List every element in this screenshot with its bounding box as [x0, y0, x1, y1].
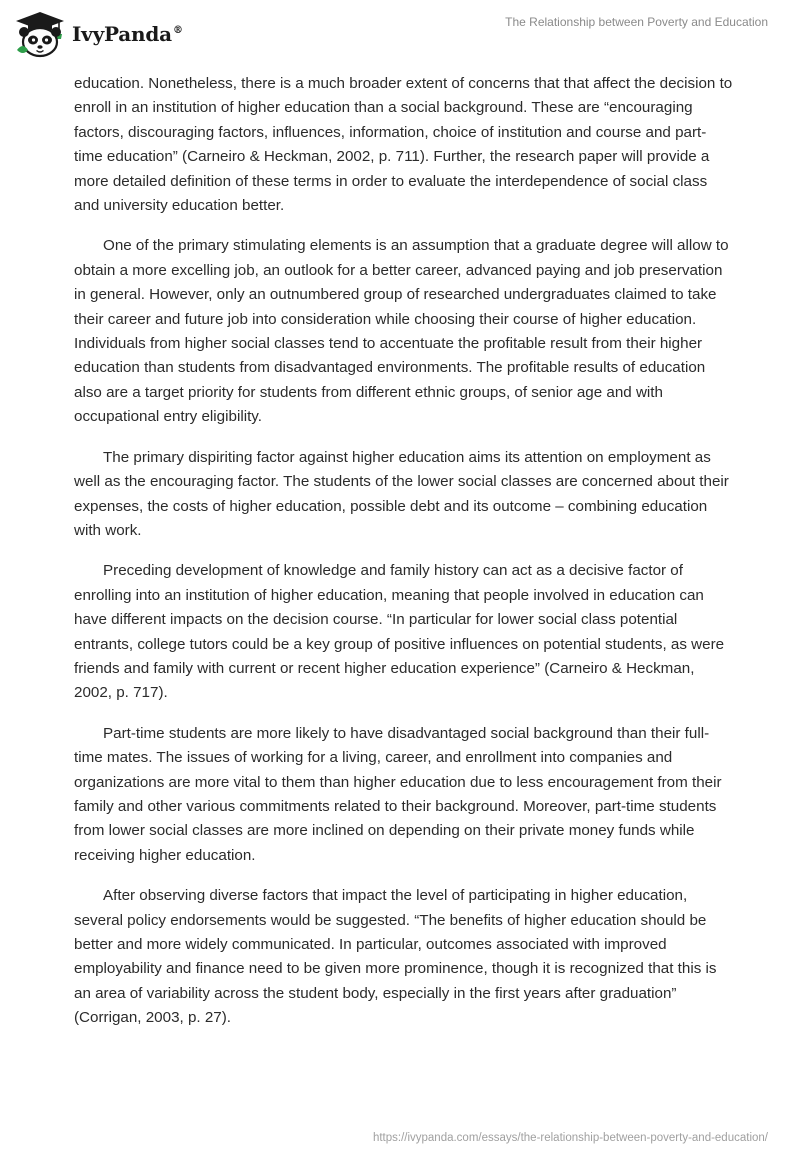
brand-logo[interactable] [14, 10, 183, 58]
essay-body [74, 72, 734, 1047]
paragraph: The primary dispiriting factor against higher education aims its attention on employment as well as the encouraging factor. The students of the lower social classes are concerned about their expenses, the costs of higher education, possible debt and its outcome – combining education with work. [74, 448, 729, 539]
paragraph: One of the primary stimulating elements is an assumption that a graduate degree will allow to obtain a more excelling job, an outlook for a better career, advanced paying and job preservation in general. However, only an outnumbered group of researched undergraduates claimed to take their career and future job into consideration while choosing their course of higher education. Individuals from higher social classes tend to accentuate the profitable result from their higher education than students from disadvantaged environments. The profitable results of education also are a target priority for students from different ethnic groups, of senior age and with occupational entry eligibility. [74, 237, 729, 426]
brand-name: IvyPanda® [72, 22, 183, 46]
source-url-link[interactable]: https://ivypanda.com/essays/the-relationship-between-poverty-and-education/ [372, 1132, 768, 1144]
panda-logo-icon [14, 10, 66, 58]
paragraph: education. Nonetheless, there is a much broader extent of concerns that that affect the decision to enroll in an institution of higher education than a social background. These are “encouraging factors, discouraging factors, influences, information, choice of institution and course and part-time education” (Carneiro & Heckman, 2002, p. 711). Further, the research paper will provide a more detailed definition of these terms in order to evaluate the interdependence of social class and university education better. [74, 75, 733, 215]
page-header [0, 0, 800, 70]
document-title: The Relationship between Poverty and Education [505, 15, 768, 29]
paragraph: Part-time students are more likely to have disadvantaged social background than their full-time mates. The issues of working for a living, career, and enrollment into companies and organizations are more vital to them than higher education due to less encouragement from their family and other various commitments related to their background. Moreover, part-time students from lower social classes are more inclined on depending on their private money funds while receiving higher education. [74, 724, 722, 864]
paragraph: After observing diverse factors that impact the level of participating in higher education, several policy endorsements would be suggested. “The benefits of higher education should be better and more widely communicated. In particular, outcomes associated with improved employability and finance need to be given more prominence, though it is recognized that this is an area of variability across the student body, especially in the first years after graduation” (Corrigan, 2003, p. 27). [74, 887, 717, 1027]
paragraph: Preceding development of knowledge and family history can act as a decisive factor of enrolling into an institution of higher education, meaning that people involved in education can have different impacts on the decision course. “In particular for lower social class potential entrants, college tutors could be a key group of positive influences on potential students, as were friends and family with current or recent higher education experience” (Carneiro & Heckman, 2002, p. 717). [74, 562, 725, 702]
